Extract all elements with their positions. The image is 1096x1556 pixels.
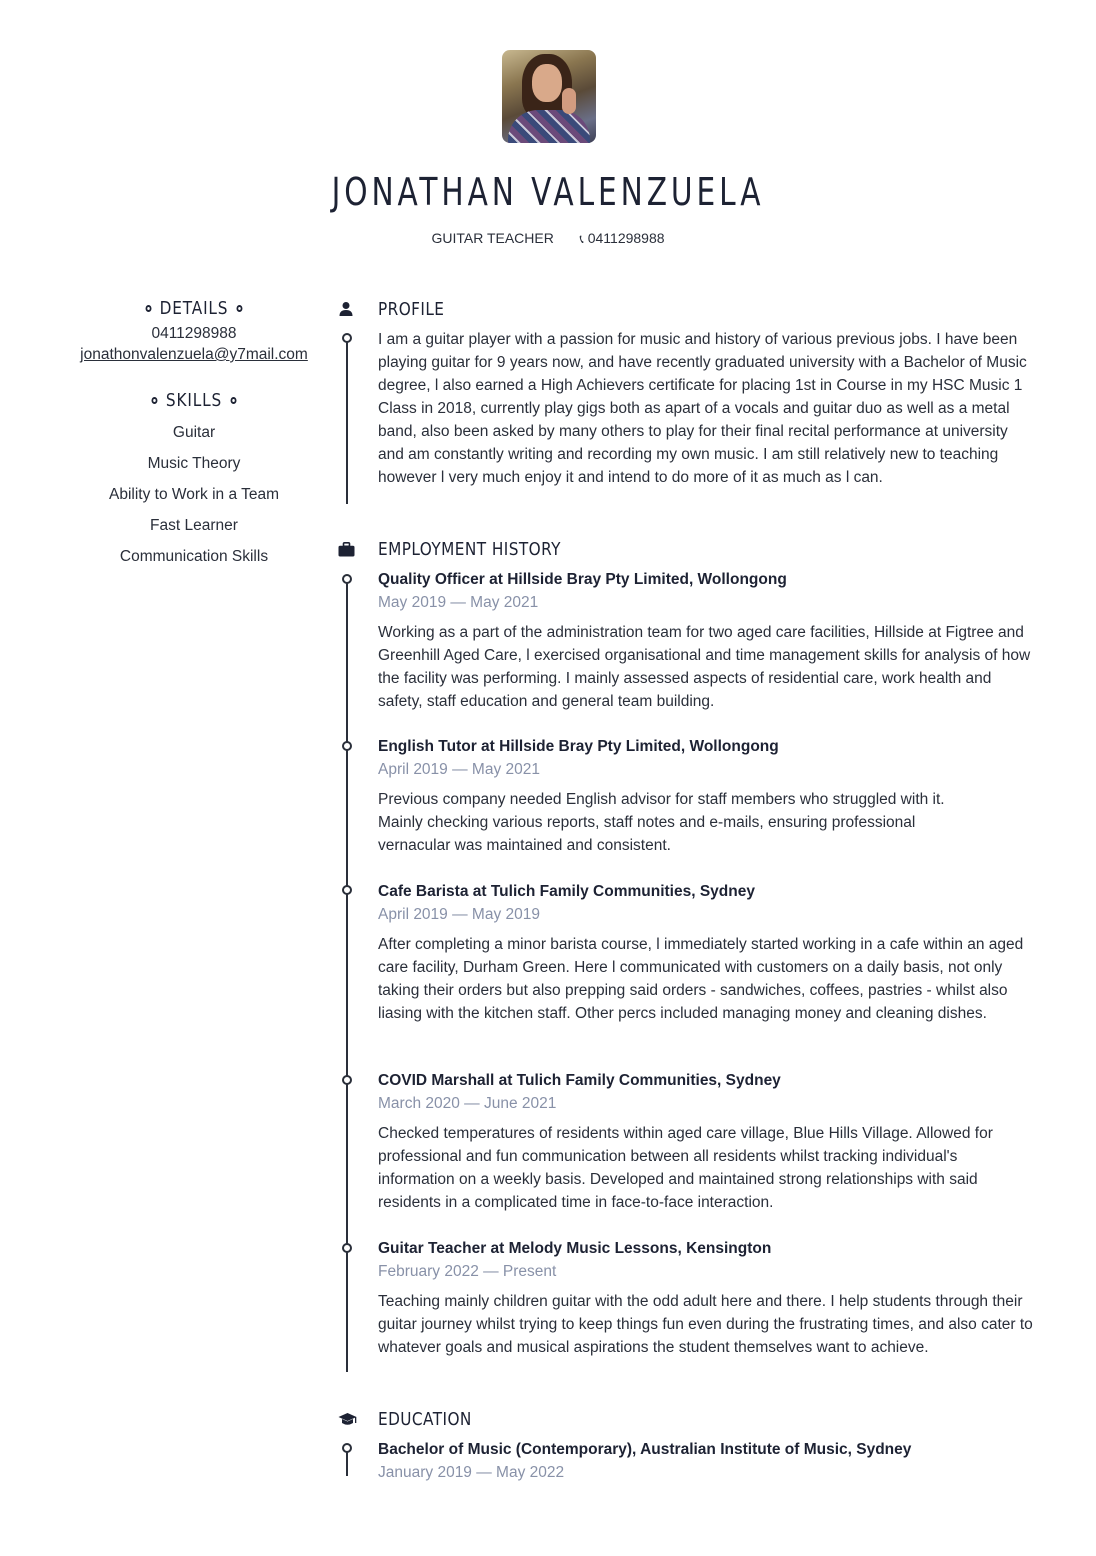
job-description: After completing a minor barista course, l immediately started working in a cafe within an aged care facility, Durham Green. Here l communicated with customers on a daily basis, not only taking their orders but also prepping said orders - sandwiches, coffees, pastries - whilst also liasing with the kitchen staff. Other percs included managing money and cleaning dishes. [378, 936, 1024, 1022]
job-description: Teaching mainly children guitar with the odd adult here and there. I help students through their guitar journey whilst trying to keep things fun even during the frustrating times, and also cater to whatever goals and musical aspirations the student themselves want to achieve. [378, 1293, 1033, 1356]
details-email-link[interactable]: jonathonvalenzuela@y7mail.com [80, 346, 308, 363]
timeline-node [342, 885, 352, 895]
timeline-node [342, 1243, 352, 1253]
job-title: Cafe Barista at Tulich Family Communities, Sydney [378, 883, 755, 900]
briefcase-icon [338, 540, 360, 558]
timeline-node [342, 1443, 352, 1453]
profile-block [378, 328, 1034, 489]
timeline-node [342, 574, 352, 584]
skill-item: Fast Learner [150, 517, 238, 534]
job-title: Quality Officer at Hillside Bray Pty Limited, Wollongong [378, 571, 787, 588]
employment-section-head [338, 538, 561, 560]
education-section-head [338, 1408, 472, 1430]
details-heading: DETAILS [80, 298, 308, 319]
job-description: Checked temperatures of residents within aged care village, Blue Hills Village. Allowed for professional and fun communication between all residents whilst tracking individual's information on a weekly basis. Developed and maintained strong relationships with said residents in a complicated time in face-to-face interaction. [378, 1125, 993, 1211]
profile-heading: PROFILE [378, 298, 445, 320]
job-dates: March 2020 — June 2021 [378, 1095, 557, 1112]
profile-timeline [346, 340, 348, 504]
details-phone: 0411298988 [151, 325, 237, 342]
job-description: Working as a part of the administration team for two aged care facilities, Hillside at Figtree and Greenhill Aged Care, l exercised organisational and time management skills for analysis of how the facility was performing. I mainly assessed aspects of residential care, work health and safety, staff education and general team building. [378, 624, 1031, 710]
person-icon [338, 300, 360, 318]
ring-bullet-icon [151, 397, 157, 404]
skills-heading: SKILLS [80, 390, 308, 411]
left-column [60, 298, 328, 566]
job-dates: May 2019 — May 2021 [378, 594, 539, 611]
education-title: Bachelor of Music (Contemporary), Australian Institute of Music, Sydney [378, 1441, 912, 1458]
job-dates: February 2022 — Present [378, 1263, 557, 1280]
job-description: Previous company needed English advisor for staff members who struggled with it. Mainly checking various reports, staff notes and e-mails, ensuring professional vernacular was maintained and consistent. [378, 791, 945, 854]
job-title-header: GUITAR TEACHER [431, 230, 554, 246]
timeline-node [342, 1075, 352, 1085]
job-entry [378, 1237, 1034, 1359]
phone-icon: 📞︎ [579, 232, 584, 246]
skill-item: Ability to Work in a Team [109, 486, 279, 503]
profile-photo [502, 50, 596, 143]
header-subline [0, 230, 1096, 247]
education-dates: January 2019 — May 2022 [378, 1464, 565, 1481]
ring-bullet-icon [231, 397, 237, 404]
header-phone: 0411298988 [587, 230, 665, 246]
job-dates: April 2019 — May 2021 [378, 761, 540, 778]
job-entry [378, 735, 1034, 857]
graduation-cap-icon [338, 1410, 360, 1428]
employment-timeline [346, 580, 348, 1372]
job-entry [378, 1069, 1034, 1214]
job-title: Guitar Teacher at Melody Music Lessons, Kensington [378, 1240, 772, 1257]
profile-text: I am a guitar player with a passion for music and history of various previous jobs. I have been playing guitar for 9 years now, and have recently graduated university with a Bachelor of Music degree, l also earned a High Achievers certificate for placing 1st in Course in my HSC Music 1 Class in 2018, currently play gigs both as apart of a vocals and guitar duo as well as a metal band, also been asked by many others to play for their final recital performance at university and am constantly writing and recording my own music. I am still relatively new to teaching however l very much enjoy it and intend to do more of it as much as l can. [378, 331, 1027, 486]
job-title: English Tutor at Hillside Bray Pty Limited, Wollongong [378, 738, 779, 755]
job-dates: April 2019 — May 2019 [378, 906, 540, 923]
skill-item: Music Theory [147, 455, 241, 472]
skill-item: Guitar [172, 424, 216, 441]
job-title: COVID Marshall at Tulich Family Communities, Sydney [378, 1072, 781, 1089]
timeline-node [342, 741, 352, 751]
ring-bullet-icon [145, 305, 151, 312]
timeline-node [342, 333, 352, 343]
job-entry [378, 568, 1034, 713]
education-heading: EDUCATION [378, 1408, 472, 1430]
education-entry [378, 1438, 1034, 1491]
ring-bullet-icon [237, 305, 243, 312]
skill-item: Communication Skills [119, 548, 269, 565]
candidate-name: JONATHAN VALENZUELA [331, 170, 765, 214]
job-entry [378, 880, 1034, 1025]
profile-section-head [338, 298, 445, 320]
employment-heading: EMPLOYMENT HISTORY [378, 538, 561, 560]
